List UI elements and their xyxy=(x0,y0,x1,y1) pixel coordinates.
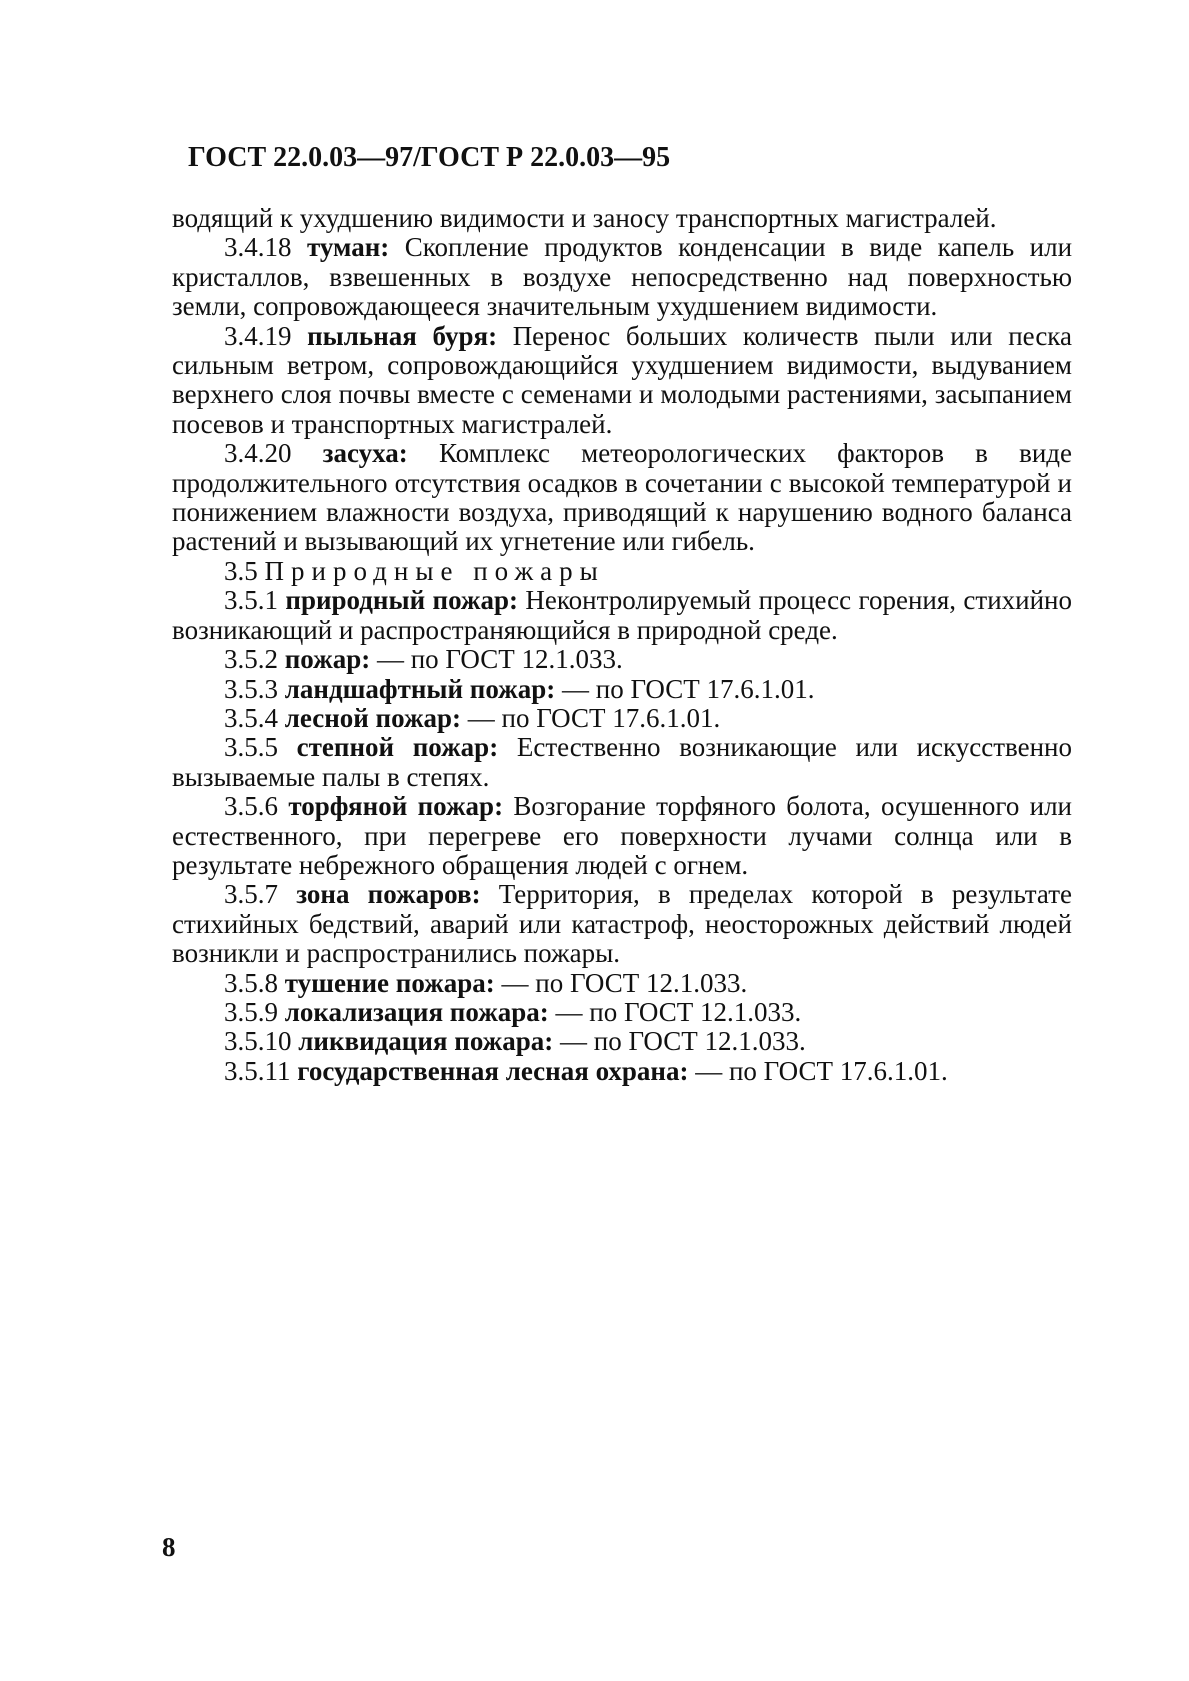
item-text: — по ГОСТ 12.1.033. xyxy=(501,967,748,998)
section-heading xyxy=(172,557,1072,586)
definition-3-5-7 xyxy=(172,880,1072,968)
item-text: — по ГОСТ 17.6.1.01. xyxy=(562,673,815,704)
item-text: Возгорание торфяного болота, осушенного или естественного, при перегреве его поверхности лучами солнца или в результате небрежного обращения людей с огнем. xyxy=(172,791,1073,880)
item-term: лесной пожар: xyxy=(284,702,462,733)
item-number: 3.5.6 xyxy=(224,791,278,822)
item-text: — по ГОСТ 12.1.033. xyxy=(555,996,802,1027)
definition-3-5-5 xyxy=(172,733,1072,792)
item-text: Перенос больших количеств пыли или песка сильным ветром, сопровождающийся ухудшением видимости, выдуванием верхнего слоя почвы вместе с семенами и молодыми растениями, засыпанием посевов и транспортных магистралей. xyxy=(172,320,1073,439)
definition-3-5-6 xyxy=(172,792,1072,880)
item-term: засуха: xyxy=(322,438,408,469)
item-number: 3.5.7 xyxy=(224,879,278,910)
definition-3-5-3 xyxy=(172,675,1072,704)
item-number: 3.5.8 xyxy=(224,967,278,998)
definition-3-5-1 xyxy=(172,586,1072,645)
item-text: Территория, в пределах которой в результате стихийных бедствий, аварий или катастроф, неосторожных действий людей возникли и распространились пожары. xyxy=(172,879,1073,969)
item-text: — по ГОСТ 17.6.1.01. xyxy=(695,1055,948,1086)
item-number: 3.5.11 xyxy=(224,1055,291,1086)
continuation-paragraph: водящий к ухудшению видимости и заносу транспортных магистралей. xyxy=(172,203,997,233)
item-text: Неконтролируемый процесс горения, стихийно возникающий и распространяющийся в природной среде. xyxy=(172,585,1072,645)
definition-3-4-20 xyxy=(172,439,1072,557)
item-text: Естественно возникающие или искусственно вызываемые палы в степях. xyxy=(172,732,1072,792)
item-term: торфяной пожар: xyxy=(288,791,504,822)
item-text: Комплекс метеорологических факторов в виде продолжительного отсутствия осадков в сочетании с высокой температурой и понижением влажности воздуха, приводящий к нарушению водного баланса растений и вызывающий их угнетение или гибель. xyxy=(172,438,1073,557)
item-term: зона пожаров: xyxy=(296,879,481,910)
item-number: 3.5.9 xyxy=(224,996,278,1027)
item-text: — по ГОСТ 17.6.1.01. xyxy=(467,702,721,733)
definition-3-5-4 xyxy=(172,704,1072,733)
item-text: — по ГОСТ 12.1.033. xyxy=(376,644,623,675)
definition-3-5-8 xyxy=(172,969,1072,998)
item-term: ликвидация пожара: xyxy=(298,1026,554,1057)
item-number: 3.4.18 xyxy=(224,232,292,263)
definition-3-5-10 xyxy=(172,1027,1072,1056)
item-term: локализация пожара: xyxy=(284,996,549,1027)
item-term: государственная лесная охрана: xyxy=(297,1055,689,1086)
section-title: Природные пожары xyxy=(264,555,605,586)
page-number: 8 xyxy=(162,1532,176,1562)
definition-3-4-18 xyxy=(172,233,1072,321)
definition-3-4-19 xyxy=(172,322,1072,440)
item-term: ландшафтный пожар: xyxy=(284,673,556,704)
definition-3-5-11 xyxy=(172,1057,1072,1086)
item-number: 3.5.5 xyxy=(224,732,278,763)
document-header: ГОСТ 22.0.03—97/ГОСТ Р 22.0.03—95 xyxy=(188,142,671,173)
item-term: природный пожар: xyxy=(285,585,518,616)
item-term: пыльная буря: xyxy=(307,320,498,351)
item-term: степной пожар: xyxy=(296,732,499,763)
item-number: 3.4.20 xyxy=(224,438,292,469)
item-text: — по ГОСТ 12.1.033. xyxy=(560,1026,806,1057)
definition-3-5-2 xyxy=(172,645,1072,674)
item-term: туман: xyxy=(306,232,390,263)
item-number: 3.5.4 xyxy=(224,702,278,733)
item-number: 3.5.2 xyxy=(224,644,278,675)
item-text: Скопление продуктов конденсации в виде капель или кристаллов, взвешенных в воздухе непосредственно над поверхностью земли, сопровождающееся значительным ухудшением видимости. xyxy=(172,232,1073,322)
item-number: 3.5.1 xyxy=(224,585,278,616)
section-number: 3.5 xyxy=(224,555,258,586)
document-body xyxy=(172,204,1072,1086)
item-number: 3.5.10 xyxy=(224,1026,292,1057)
definition-3-5-9 xyxy=(172,998,1072,1027)
item-number: 3.5.3 xyxy=(224,673,278,704)
item-term: тушение пожара: xyxy=(284,967,495,998)
item-term: пожар: xyxy=(284,644,371,675)
item-number: 3.4.19 xyxy=(224,320,292,351)
